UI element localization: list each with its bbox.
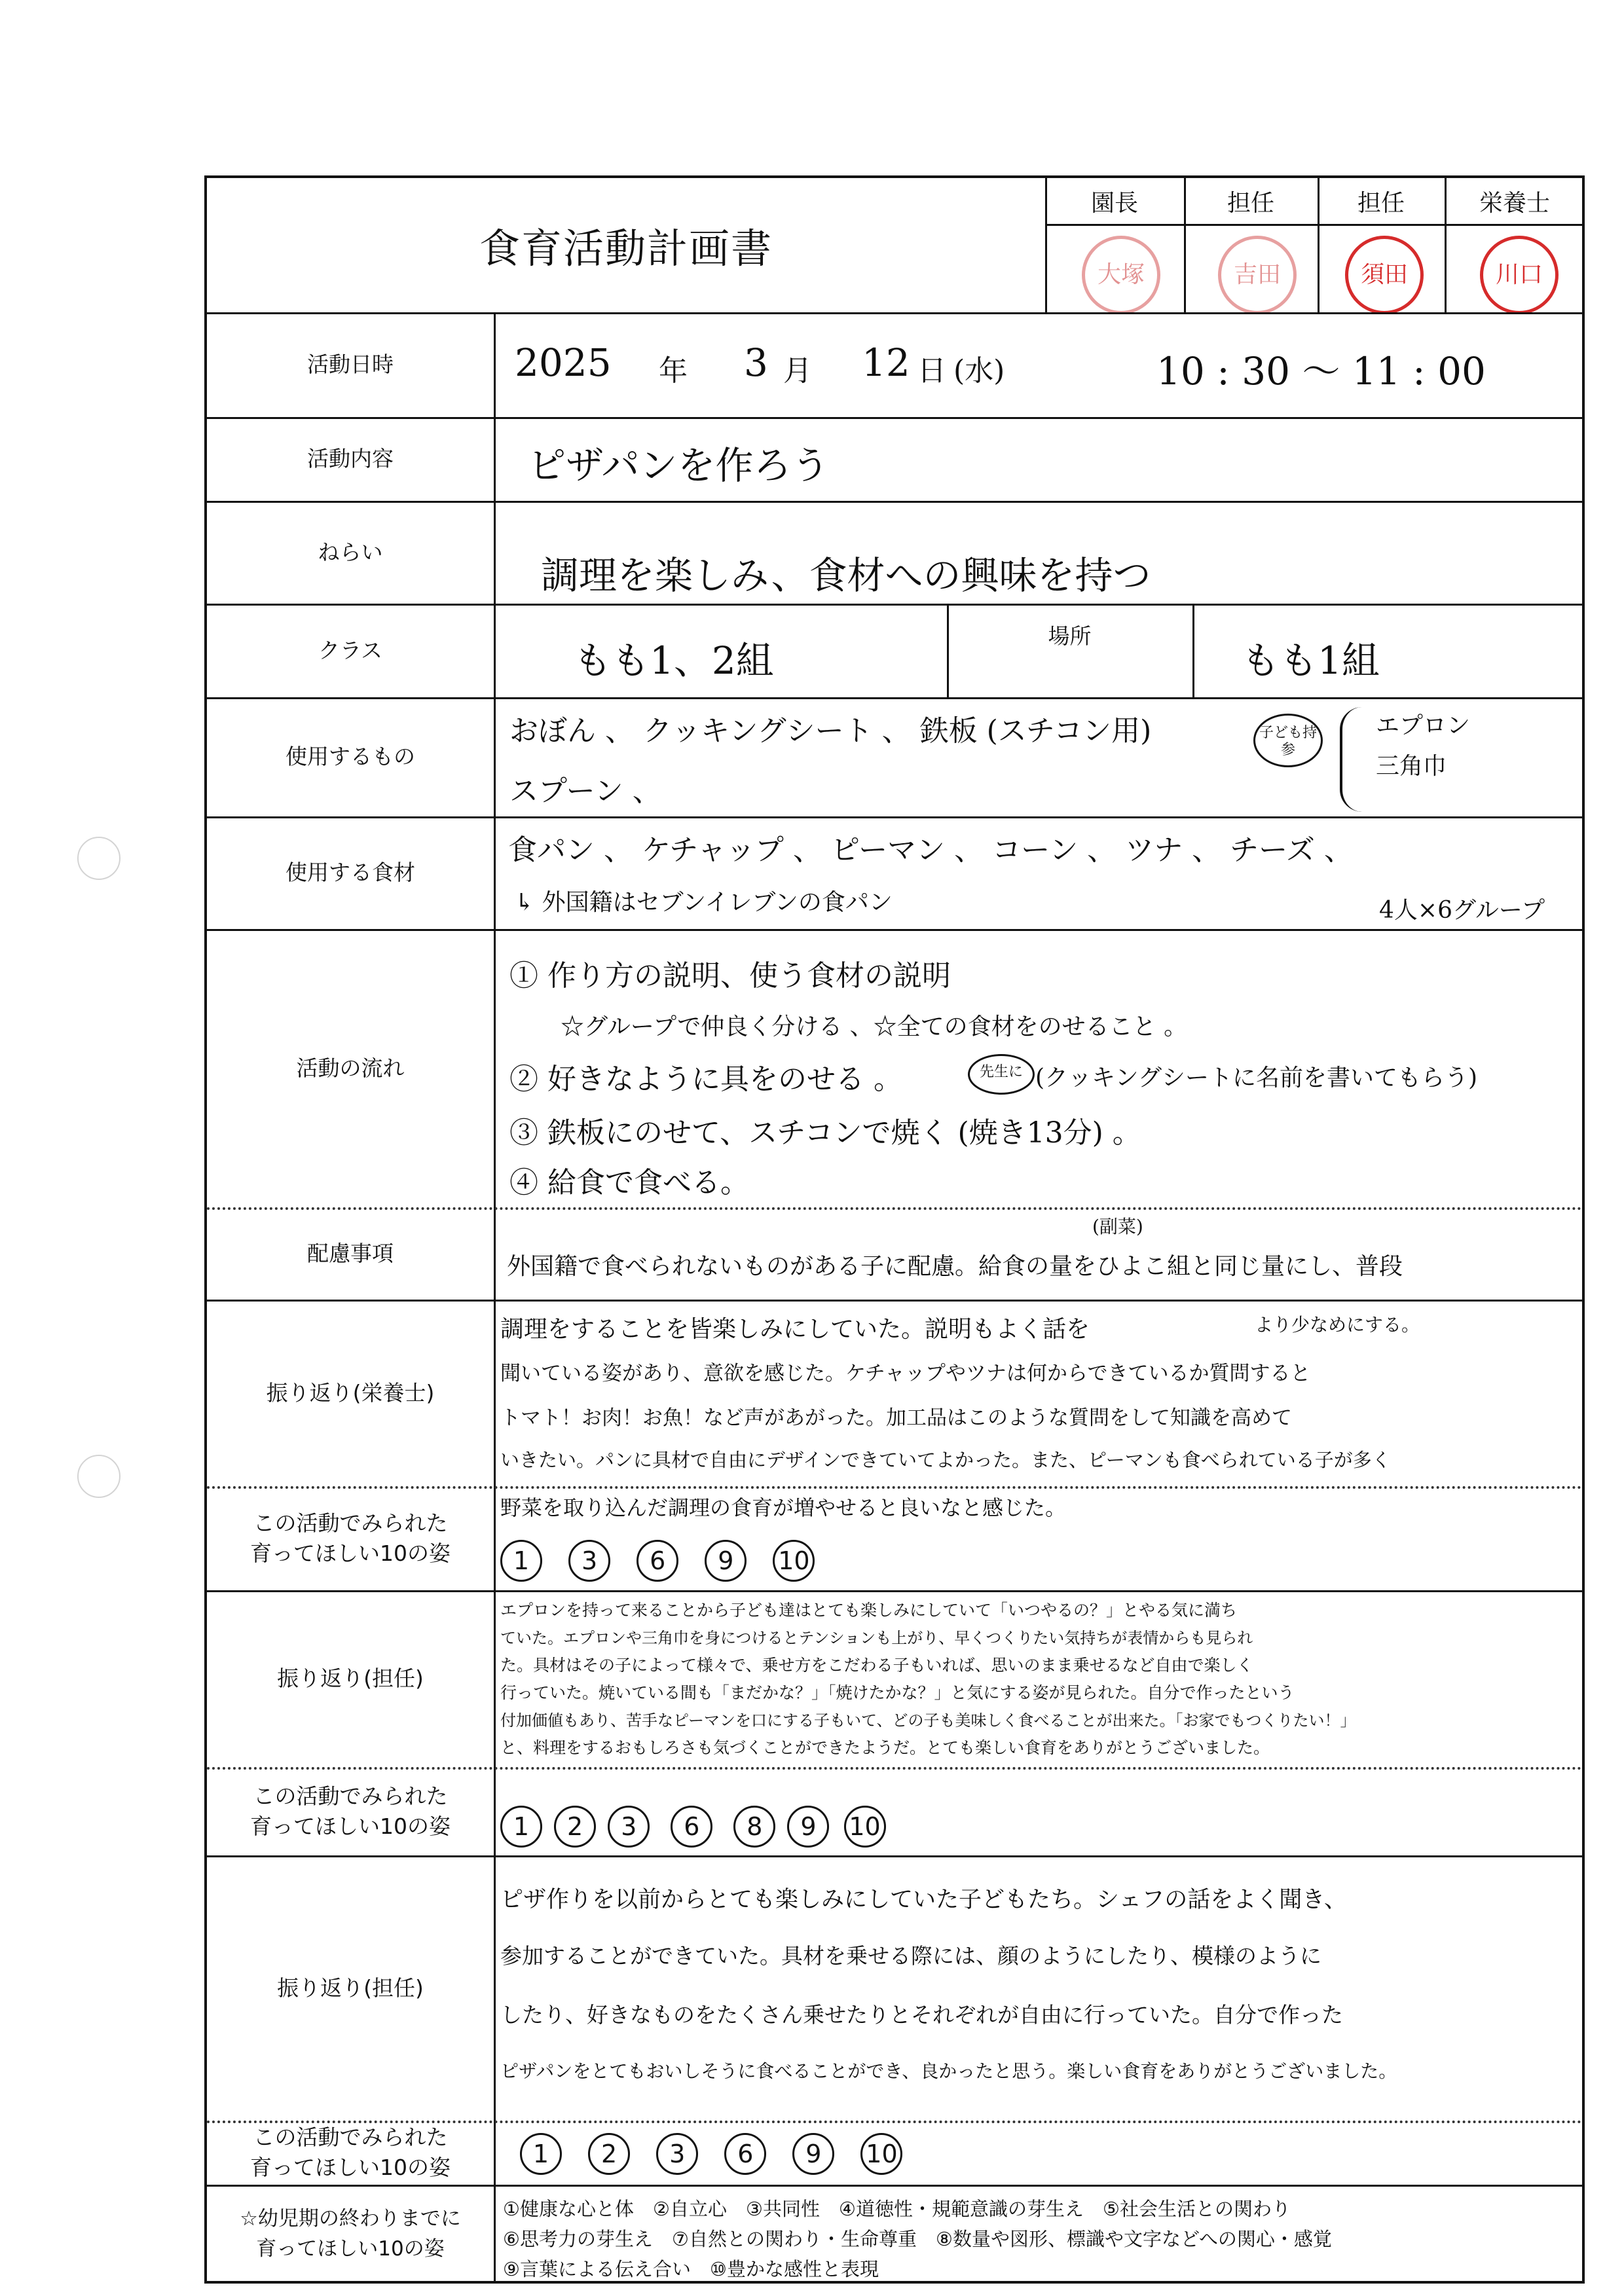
teacher-tag: 先生に <box>968 1054 1035 1095</box>
child-item-apron: エプロン <box>1376 712 1471 739</box>
label-consider: 配慮事項 <box>307 1240 394 1266</box>
flow-note-1: ☆グループで仲良く分ける 、☆全ての食材をのせること 。 <box>561 1013 1188 1040</box>
goal-mark: 9 <box>792 2133 834 2175</box>
place-value: もも1組 <box>1242 638 1380 683</box>
label-review-teacher-2: 振り返り(担任) <box>277 1975 424 2001</box>
activity-aim: 調理を楽しみ、食材への興味を持つ <box>541 553 1151 598</box>
goal-mark: 10 <box>773 1540 815 1582</box>
goal-mark: 9 <box>705 1540 747 1582</box>
review-teacher1-line-5: 付加価値もあり、苦手なピーマンを口にする子もいて、どの子も美味しく食べることが出来た。「お家でもつくりたい！」 <box>500 1711 1356 1730</box>
date-month-unit: 月 <box>783 354 812 388</box>
label-place: 場所 <box>1048 623 1092 649</box>
label-review-nutrition: 振り返り(栄養士) <box>266 1379 435 1406</box>
review-teacher1-line-3: た。具材はその子によって様々で、乗せ方をこだわる子もいれば、思いのまま乗せるなど自由で楽しく <box>500 1656 1253 1675</box>
ingredients-line-1: 食パン 、 ケチャップ 、 ピーマン 、 コーン 、 ツナ 、 チーズ 、 <box>508 833 1353 867</box>
goals-3-marks <box>520 2133 921 2175</box>
goal-mark: 3 <box>608 1806 650 1848</box>
ten-goals-line-3: ⑨言葉による伝え合い ⑩豊かな感性と表現 <box>503 2258 879 2280</box>
review-nutrition-line-4: いきたい。パンに具材で自由にデザインできていてよかった。また、ピーマンも食べられている子が多く <box>500 1449 1391 1471</box>
review-teacher1-line-1: エプロンを持って来ることから子ども達はとても楽しみにしていて「いつやるの？」とやる気に満ち <box>500 1601 1238 1620</box>
label-aim: ねらい <box>318 539 383 565</box>
review-nutrition-aside: より少なめにする。 <box>1255 1314 1420 1336</box>
items-line-2: スプーン 、 <box>509 774 661 808</box>
ten-goals-line-1: ①健康な心と体 ②自立心 ③共同性 ④道徳性・規範意識の芽生え ⑤社会生活との関わり <box>503 2198 1291 2220</box>
activity-content: ピザパンを作ろう <box>528 443 830 488</box>
review-teacher1-line-4: 行っていた。焼いている間も「まだかな？」「焼けたかな？」と気にする姿が見られた。自分で作ったという <box>500 1683 1295 1702</box>
goal-mark: 1 <box>520 2133 562 2175</box>
date-weekday: (水) <box>953 354 1005 388</box>
date-day-unit: 日 <box>917 354 946 388</box>
label-date: 活動日時 <box>307 352 394 377</box>
teacher-note: (クッキングシートに名前を書いてもらう) <box>1035 1065 1478 1091</box>
time-range: 10 : 30 ～ 11 : 00 <box>1156 349 1486 393</box>
date-year-unit: 年 <box>659 354 688 388</box>
goal-mark: 2 <box>588 2133 630 2175</box>
class-value: もも1、2組 <box>574 638 774 683</box>
child-item-scarf: 三角巾 <box>1376 753 1447 780</box>
review-teacher1-line-2: ていた。エプロンや三角巾を身につけるとテンションも上がり、早くつくりたい気持ちが表情からも見られ <box>500 1629 1253 1647</box>
punch-hole-bottom <box>77 1455 120 1498</box>
consider-side-dish: (副菜) <box>1092 1216 1143 1237</box>
consider-text: 外国籍で食べられないものがある子に配慮。給食の量をひよこ組と同じ量にし、普段 <box>507 1253 1403 1280</box>
goal-mark: 6 <box>724 2133 766 2175</box>
review-teacher2-line-1: ピザ作りを以前からとても楽しみにしていた子どもたち。シェフの話をよく聞き、 <box>500 1887 1347 1913</box>
ten-goals-line-2: ⑥思考力の芽生え ⑦自然との関わり・生命尊重 ⑧数量や図形、標識や文字などへの関心・感覚 <box>503 2228 1332 2250</box>
seal-teacher-1: 吉田 <box>1218 236 1297 314</box>
flow-step-4: ④ 給食で食べる。 <box>509 1166 749 1199</box>
label-class: クラス <box>318 637 382 663</box>
review-nutrition-line-5: 野菜を取り込んだ調理の食育が増やせると良いなと感じた。 <box>500 1495 1067 1520</box>
items-line-1: おぼん 、 クッキングシート 、 鉄板 (スチコン用) <box>509 714 1152 748</box>
ingredients-line-2: ↳ 外国籍はセブンイレブンの食パン <box>515 889 893 916</box>
flow-step-2: ② 好きなように具をのせる 。 <box>509 1063 902 1096</box>
label-goals-2: この活動でみられた 育ってほしい10の姿 <box>250 1783 451 1839</box>
label-content: 活動内容 <box>307 446 394 471</box>
role-teacher-1: 担任 <box>1227 189 1274 217</box>
label-review-teacher-1: 振り返り(担任) <box>277 1666 424 1691</box>
role-teacher-2: 担任 <box>1357 189 1405 217</box>
review-teacher2-line-3: したり、好きなものをたくさん乗せたりとそれぞれが自由に行っていた。自分で作った <box>500 2002 1343 2028</box>
punch-hole-top <box>77 837 120 880</box>
goal-mark: 6 <box>671 1806 712 1848</box>
role-principal: 園長 <box>1090 189 1138 217</box>
document-title: 食育活動計画書 <box>479 225 773 272</box>
role-nutritionist: 栄養士 <box>1479 189 1550 217</box>
label-ten-goals: ☆幼児期の終わりまでに 育ってほしい10の姿 <box>240 2207 461 2261</box>
label-ingredients: 使用する食材 <box>286 860 415 885</box>
goal-mark: 10 <box>860 2133 902 2175</box>
goal-mark: 6 <box>637 1540 678 1582</box>
goal-mark: 2 <box>554 1806 596 1848</box>
group-note: 4人×6グループ <box>1379 897 1545 924</box>
goal-mark: 9 <box>787 1806 829 1848</box>
review-nutrition-line-3: トマト！お肉！お魚！など声があがった。加工品はこのような質問をして知識を高めて <box>500 1406 1292 1430</box>
date-month: 3 <box>744 340 768 385</box>
seal-nutritionist: 川口 <box>1480 236 1559 314</box>
date-day: 12 <box>862 340 910 385</box>
goal-mark: 3 <box>656 2133 698 2175</box>
flow-step-1: ① 作り方の説明、使う食材の説明 <box>509 959 951 993</box>
child-bring-tag: 子ども持参 <box>1253 714 1323 767</box>
seal-principal: 大塚 <box>1082 236 1160 314</box>
date-year: 2025 <box>515 340 612 385</box>
flow-step-3: ③ 鉄板にのせて、スチコンで焼く (焼き13分) 。 <box>509 1116 1141 1150</box>
child-items-bracket <box>1340 707 1362 812</box>
review-teacher2-line-4: ピザパンをとてもおいしそうに食べることができ、良かったと思う。楽しい食育をありがとうございました。 <box>500 2060 1397 2082</box>
goal-mark: 10 <box>844 1806 886 1848</box>
plan-sheet <box>204 175 1585 2284</box>
review-teacher1-line-6: と、料理をするおもしろさも気づくことができたようだ。とても楽しい食育をありがとうございました。 <box>500 1738 1270 1757</box>
review-nutrition-line-2: 聞いている姿があり、意欲を感じた。ケチャップやツナは何からできているか質問すると <box>500 1362 1311 1385</box>
goal-mark: 3 <box>568 1540 610 1582</box>
goals-1-marks <box>500 1540 833 1582</box>
goal-mark: 8 <box>733 1806 775 1848</box>
label-flow: 活動の流れ <box>296 1055 405 1081</box>
review-teacher2-line-2: 参加することができていた。具材を乗せる際には、顔のようにしたり、模様のように <box>500 1943 1321 1969</box>
goal-mark: 1 <box>500 1540 542 1582</box>
goals-2-marks <box>500 1806 904 1848</box>
label-goals-1: この活動でみられた 育ってほしい10の姿 <box>250 1510 451 1566</box>
review-nutrition-line-1: 調理をすることを皆楽しみにしていた。説明もよく話を <box>500 1316 1090 1343</box>
label-goals-3: この活動でみられた 育ってほしい10の姿 <box>250 2124 451 2180</box>
goal-mark: 1 <box>500 1806 542 1848</box>
seal-teacher-2: 須田 <box>1345 236 1424 314</box>
label-items: 使用するもの <box>286 744 415 769</box>
